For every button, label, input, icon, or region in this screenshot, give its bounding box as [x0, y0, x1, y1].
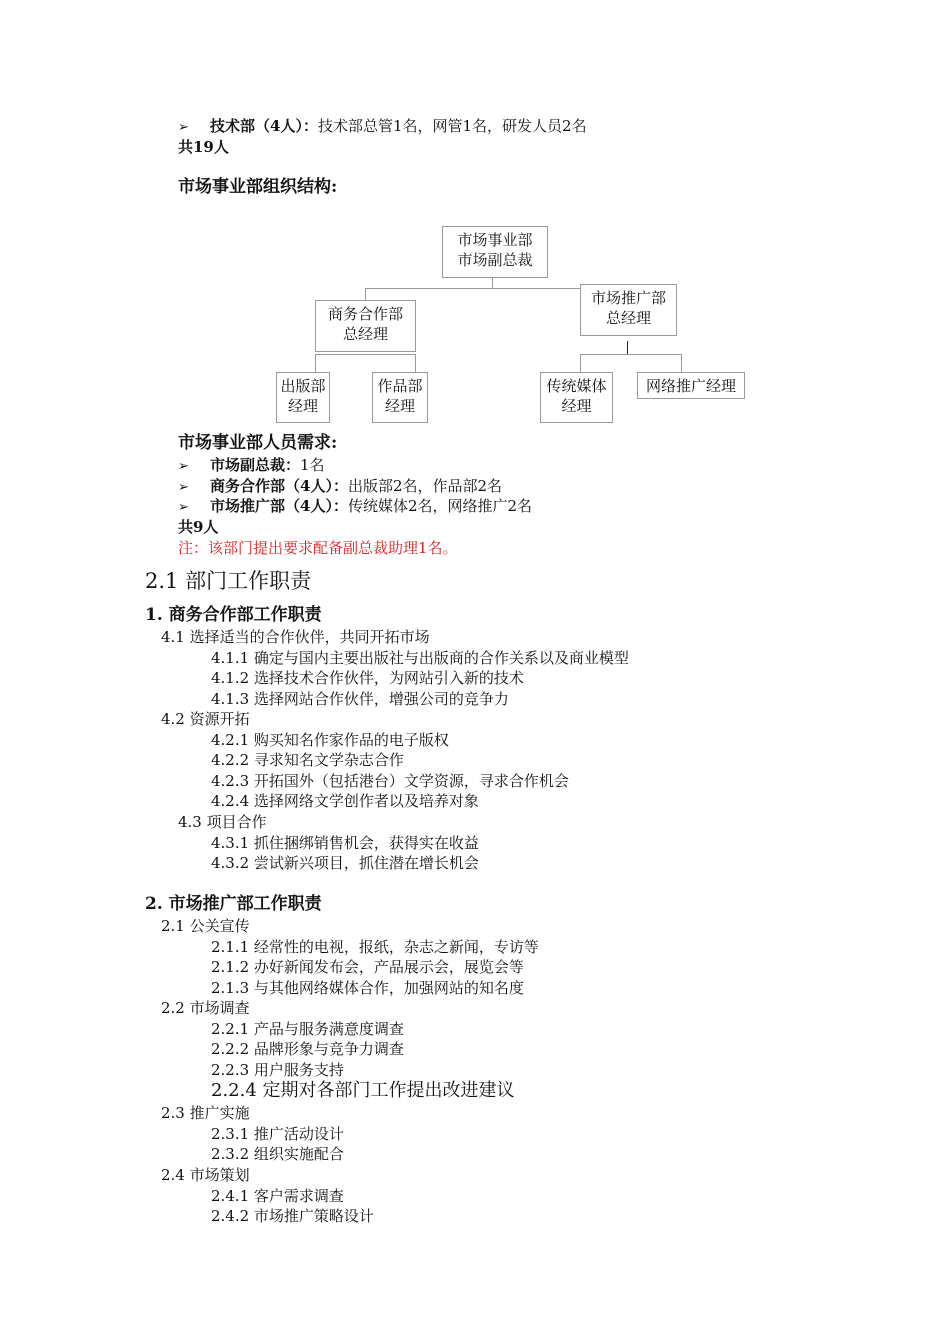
- duty-item: 2.1.1 经常性的电视，报纸，杂志之新闻，专访等: [211, 938, 539, 956]
- duty-item: 4.1.3 选择网站合作伙伴，增强公司的竞争力: [211, 690, 509, 708]
- total-line: 共19人: [178, 138, 229, 156]
- duty-item: 2.3.2 组织实施配合: [211, 1145, 344, 1163]
- duty-group: 4.1 选择适当的合作伙伴，共同开拓市场: [161, 628, 430, 646]
- duty-item: 2.2.2 品牌形象与竞争力调查: [211, 1040, 404, 1058]
- duty-item: 4.3.2 尝试新兴项目，抓住潜在增长机会: [211, 854, 479, 872]
- duty-item: 2.2.1 产品与服务满意度调查: [211, 1020, 404, 1038]
- connector-line: [415, 354, 416, 372]
- req-line: ➢ 市场推广部（4人）：传统媒体2名，网络推广2名: [178, 496, 532, 518]
- duty-item: 2.4.2 市场推广策略设计: [211, 1207, 374, 1225]
- duty-item: 2.2.3 用户服务支持: [211, 1061, 344, 1079]
- duty-item: 4.2.4 选择网络文学创作者以及培养对象: [211, 792, 479, 810]
- connector-line: [365, 288, 366, 300]
- req-line: ➢ 商务合作部（4人）：出版部2名，作品部2名: [178, 476, 502, 498]
- duty-group: 2.2 市场调查: [161, 999, 250, 1017]
- bullet-arrow-icon: ➢: [178, 459, 189, 474]
- duty-item: 4.1.2 选择技术合作伙伴，为网站引入新的技术: [211, 669, 524, 687]
- connector-line: [315, 354, 415, 355]
- duty-group: 2.4 市场策划: [161, 1166, 250, 1184]
- duty-group: 4.3 项目合作: [178, 813, 267, 831]
- org-node-net: 网络推广经理: [637, 372, 745, 399]
- req-line: ➢ 市场副总裁：1名: [178, 455, 325, 477]
- org-node-works: 作品部 经理: [372, 372, 428, 423]
- duties-heading: 2. 市场推广部工作职责: [145, 894, 322, 914]
- duty-item: 2.1.2 办好新闻发布会，产品展示会，展览会等: [211, 958, 524, 976]
- duty-item: 2.1.3 与其他网络媒体合作，加强网站的知名度: [211, 979, 524, 997]
- duty-item: 4.2.2 寻求知名文学杂志合作: [211, 751, 404, 769]
- duty-item: 4.2.3 开拓国外（包括港台）文学资源，寻求合作机会: [211, 772, 569, 790]
- req-total: 共9人: [178, 518, 219, 536]
- connector-line: [580, 354, 581, 372]
- org-node-biz: 商务合作部 总经理: [315, 300, 416, 352]
- dept-detail: 技术部总管1名，网管1名，研发人员2名: [317, 117, 587, 135]
- req-title: 市场事业部人员需求:: [178, 433, 338, 453]
- duty-item: 2.4.1 客户需求调查: [211, 1187, 344, 1205]
- dept-name: 技术部（4人）：: [210, 117, 318, 135]
- note: 注：该部门提出要求配备副总裁助理1名。: [178, 539, 458, 557]
- bullet-arrow-icon: ➢: [178, 120, 189, 135]
- duty-item: 2.2.4 定期对各部门工作提出改进建议: [211, 1080, 515, 1101]
- duty-item: 4.1.1 确定与国内主要出版社与出版商的合作关系以及商业模型: [211, 649, 629, 667]
- connector-line: [492, 278, 493, 288]
- duty-group: 2.1 公关宣传: [161, 917, 250, 935]
- duty-item: 4.2.1 购买知名作家作品的电子版权: [211, 731, 449, 749]
- org-node-root: 市场事业部 市场副总裁: [442, 226, 548, 278]
- duty-group: 2.3 推广实施: [161, 1104, 250, 1122]
- connector-line: [315, 354, 316, 372]
- org-node-trad: 传统媒体 经理: [540, 372, 613, 423]
- duty-group: 4.2 资源开拓: [161, 710, 250, 728]
- org-node-pub: 出版部 经理: [276, 372, 330, 423]
- connector-line: [681, 354, 682, 372]
- duty-item: 4.3.1 抓住捆绑销售机会，获得实在收益: [211, 834, 479, 852]
- section-heading: 2.1 部门工作职责: [145, 569, 312, 593]
- connector-line: [580, 354, 681, 355]
- tech-dept-line: [178, 116, 587, 138]
- connector-line: [627, 341, 628, 354]
- duty-item: 2.3.1 推广活动设计: [211, 1125, 344, 1143]
- bullet-arrow-icon: ➢: [178, 500, 189, 515]
- org-title: 市场事业部组织结构:: [178, 177, 338, 197]
- org-node-promo: 市场推广部 总经理: [580, 284, 677, 336]
- duties-heading: 1. 商务合作部工作职责: [145, 605, 322, 625]
- bullet-arrow-icon: ➢: [178, 480, 189, 495]
